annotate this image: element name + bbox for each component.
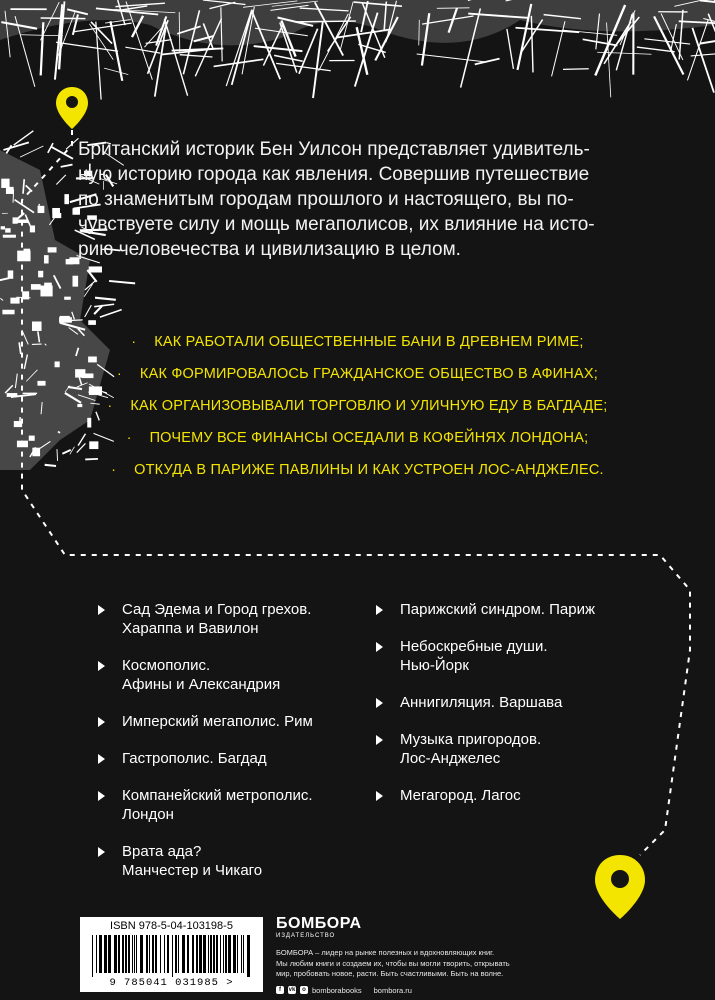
chapter-line-1: Сад Эдема и Город грехов.: [122, 601, 312, 618]
question-item: [0, 397, 715, 429]
triangle-bullet-icon: [98, 754, 105, 764]
map-pin-icon: [54, 85, 90, 131]
chapter-item: [94, 842, 354, 880]
chapter-line-1: Аннигиляция. Варшава: [400, 694, 563, 711]
map-pin-icon: [592, 853, 648, 921]
odnoklassniki-icon[interactable]: o: [300, 986, 308, 994]
question-text: ПОЧЕМУ ВСЕ ФИНАНСЫ ОСЕДАЛИ В КОФЕЙНЯХ ЛОНДОНА;: [149, 430, 589, 446]
bullet-dot: ·: [117, 365, 122, 381]
chapter-line-2: Манчестер и Чикаго: [122, 862, 263, 879]
chapter-line-1: Компанейский метрополис.: [122, 787, 313, 804]
bullet-dot: ·: [111, 461, 117, 477]
chapter-line-2: Лос-Анджелес: [400, 750, 501, 767]
chapters-left-column: [94, 600, 354, 898]
chapter-line-2: Хараппа и Вавилон: [122, 620, 259, 637]
chapter-line-2: Лондон: [122, 806, 174, 823]
chapter-item: [372, 693, 672, 712]
chapter-line-1: Имперский мегаполис. Рим: [122, 713, 313, 730]
triangle-bullet-icon: [376, 735, 383, 745]
question-item: [0, 365, 715, 397]
triangle-bullet-icon: [376, 698, 383, 708]
triangle-bullet-icon: [98, 605, 105, 615]
chapter-line-1: Гастрополис. Багдад: [122, 750, 267, 767]
bullet-dot: ·: [126, 429, 132, 445]
chapter-item: [94, 656, 354, 694]
question-item: [0, 461, 715, 493]
question-text: КАК ОРГАНИЗОВЫВАЛИ ТОРГОВЛЮ И УЛИЧНУЮ ЕДУ В БАГДАДЕ;: [130, 398, 608, 414]
publisher-subtitle: ИЗДАТЕЛЬСТВО: [276, 933, 336, 939]
question-item: [0, 429, 715, 461]
chapter-item: [372, 600, 672, 619]
triangle-bullet-icon: [98, 661, 105, 671]
questions-list: [0, 333, 715, 493]
triangle-bullet-icon: [98, 847, 105, 857]
chapter-line-1: Небоскребные души.: [400, 638, 548, 655]
triangle-bullet-icon: [376, 791, 383, 801]
question-item: [0, 333, 715, 365]
chapter-line-2: Нью-Йорк: [400, 657, 469, 674]
chapter-item: [94, 786, 354, 824]
chapter-item: [94, 712, 354, 731]
chapters-right-column: [372, 600, 672, 823]
question-text: КАК ФОРМИРОВАЛОСЬ ГРАЖДАНСКОЕ ОБЩЕСТВО В АФИНАХ;: [139, 366, 598, 382]
chapter-line-1: Парижский синдром. Париж: [400, 601, 595, 618]
chapter-item: [94, 600, 354, 638]
publisher-logo: БОМБОРА: [276, 915, 362, 932]
bullet-dot: ·: [131, 333, 137, 349]
question-text: КАК РАБОТАЛИ ОБЩЕСТВЕННЫЕ БАНИ В ДРЕВНЕМ РИМЕ;: [154, 334, 584, 350]
triangle-bullet-icon: [376, 605, 383, 615]
intro-paragraph: Британский историк Бен Уилсон представляет удивитель- ную историю города как явления. Совершив путешествие по знаменитым городам прошлого и настоящего, вы по- чувствуете силу и мощь мегаполисов, их влияние на исто- рию человечества и цивилизацию в целом.: [78, 139, 595, 260]
isbn-label: ISBN 978-5-04-103198-5: [110, 920, 233, 932]
chapter-line-2: Афины и Александрия: [122, 676, 281, 693]
isbn-barcode-box: [80, 917, 263, 992]
social-handle[interactable]: bomborabooks: [312, 985, 362, 995]
chapter-item: [372, 730, 672, 768]
chapter-line-1: Космополис.: [122, 657, 211, 674]
triangle-bullet-icon: [98, 717, 105, 727]
publisher-block: [276, 915, 576, 995]
chapter-line-1: Музыка пригородов.: [400, 731, 542, 748]
publisher-tagline: БОМБОРА – лидер на рынке полезных и вдохновляющих книг. Мы любим книги и создаем их, чтобы вы могли творить, открывать мир, пробовать новое, расти. Быть счастливыми. Быть на волне.: [276, 948, 510, 978]
question-text: ОТКУДА В ПАРИЖЕ ПАВЛИНЫ И КАК УСТРОЕН ЛОС-АНДЖЕЛЕС.: [134, 462, 604, 478]
barcode-digits: 9 785041 031985 >: [109, 977, 234, 989]
triangle-bullet-icon: [98, 791, 105, 801]
chapter-item: [372, 637, 672, 675]
barcode: [90, 935, 253, 977]
vk-icon[interactable]: vk: [288, 987, 296, 993]
chapter-line-1: Врата ада?: [122, 843, 202, 860]
chapter-item: [372, 786, 672, 805]
triangle-bullet-icon: [376, 642, 383, 652]
facebook-icon[interactable]: f: [276, 986, 284, 994]
chapter-item: [94, 749, 354, 768]
social-row: [276, 986, 576, 995]
bullet-dot: ·: [107, 397, 113, 413]
publisher-site[interactable]: bombora.ru: [373, 985, 412, 995]
chapter-line-1: Мегагород. Лагос: [400, 787, 521, 804]
